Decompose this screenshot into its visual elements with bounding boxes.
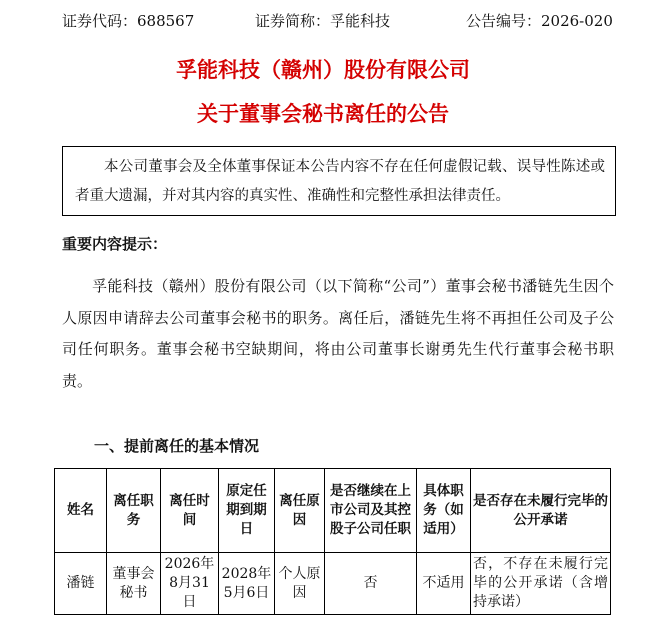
cell-name: 潘链 [55, 553, 107, 615]
cell-specific-role: 不适用 [417, 553, 471, 615]
company-title: 孚能科技（赣州）股份有限公司 [176, 58, 470, 82]
table-row [55, 553, 611, 615]
notice-number: 公告编号：2026-020 [466, 12, 613, 30]
key-points-paragraph: 孚能科技（赣州）股份有限公司（以下简称“公司”）董事会秘书潘链先生因个人原因申请辞去公司董事会秘书的职务。离任后，潘链先生将不再担任公司及子公司任何职务。董事会秘书空缺期间，将由公司董事长谢勇先生代行董事会秘书职责。 [62, 277, 614, 390]
cell-continue: 否 [325, 553, 417, 615]
cell-reason: 个人原因 [275, 553, 325, 615]
notice-title: 关于董事会秘书离任的公告 [197, 102, 449, 126]
col-header-specific-role: 具体职务（如适用） [417, 469, 471, 553]
col-header-term-end: 原定任期到期日 [219, 469, 275, 553]
cell-position: 董事会秘书 [107, 553, 161, 615]
table-header-row [55, 469, 611, 553]
cell-date: 2026年8月31日 [161, 553, 219, 615]
col-header-continue: 是否继续在上市公司及其控股子公司任职 [325, 469, 417, 553]
resignation-table [54, 468, 611, 615]
key-points-heading: 重要内容提示： [62, 235, 168, 253]
col-header-commitments: 是否存在未履行完毕的公开承诺 [471, 469, 611, 553]
stock-code: 证券代码：688567 [62, 12, 195, 30]
cell-commitments: 否，不存在未履行完毕的公开承诺（含增持承诺） [471, 553, 611, 615]
stock-abbreviation: 证券简称：孚能科技 [255, 12, 391, 30]
disclaimer-box: 本公司董事会及全体董事保证本公告内容不存在任何虚假记载、误导性陈述或者重大遗漏，并对其内容的真实性、准确性和完整性承担法律责任。 [62, 146, 616, 216]
col-header-name: 姓名 [55, 469, 107, 553]
cell-term-end: 2028年5月6日 [219, 553, 275, 615]
col-header-reason: 离任原因 [275, 469, 325, 553]
notice-header [0, 9, 646, 33]
section-heading: 一、提前离任的基本情况 [94, 437, 260, 455]
col-header-position: 离任职务 [107, 469, 161, 553]
col-header-date: 离任时间 [161, 469, 219, 553]
